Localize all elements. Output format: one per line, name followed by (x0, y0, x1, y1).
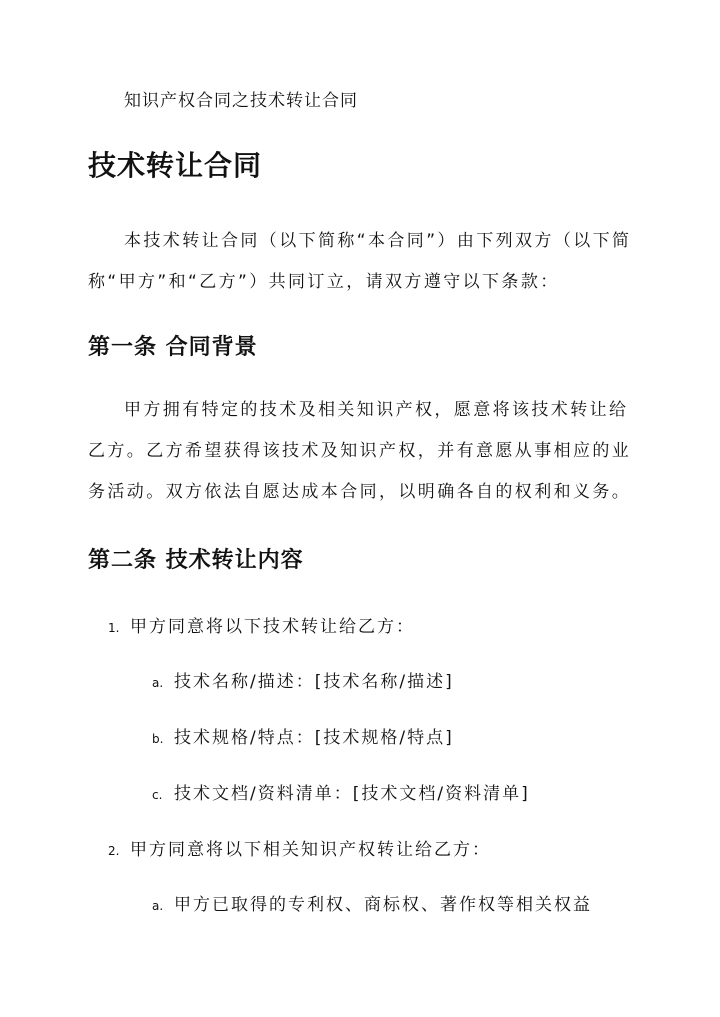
list-item-text: 技术文档/资料清单：[技术文档/资料清单] (174, 784, 530, 804)
list-marker: a. (152, 899, 164, 913)
sub-list-item (152, 723, 454, 748)
list-item-text: 技术名称/描述：[技术名称/描述] (174, 672, 454, 692)
list-marker: b. (152, 732, 164, 746)
document-subtitle: 知识产权合同之技术转让合同 (124, 91, 358, 111)
list-marker: c. (152, 788, 163, 802)
list-marker: 1. (108, 621, 120, 635)
document-title: 技术转让合同 (88, 149, 263, 182)
sub-list-item (152, 667, 454, 692)
list-item (108, 612, 415, 637)
list-item-text: 甲方已取得的专利权、商标权、著作权等相关权益 (174, 895, 592, 915)
list-item-text: 技术规格/特点：[技术规格/特点] (174, 728, 454, 748)
section-1-paragraph: 甲方拥有特定的技术及相关知识产权，愿意将该技术转让给乙方。乙方希望获得该技术及知识产权，并有意愿从事相应的业务活动。双方依法自愿达成本合同，以明确各自的权利和义务。 (88, 400, 632, 502)
list-item (108, 835, 491, 860)
intro-paragraph: 本技术转让合同（以下简称“本合同”）由下列双方（以下简称“甲方”和“乙方”）共同订立，请双方遵守以下条款： (88, 231, 632, 292)
list-item-text: 甲方同意将以下相关知识产权转让给乙方： (130, 840, 491, 860)
list-marker: 2. (108, 844, 120, 858)
sub-list-item (152, 890, 592, 915)
list-marker: a. (152, 676, 164, 690)
section-heading-1: 第一条 合同背景 (88, 335, 258, 360)
list-item-text: 甲方同意将以下技术转让给乙方： (130, 617, 415, 637)
section-heading-2: 第二条 技术转让内容 (88, 548, 304, 573)
sub-list-item (152, 779, 530, 804)
